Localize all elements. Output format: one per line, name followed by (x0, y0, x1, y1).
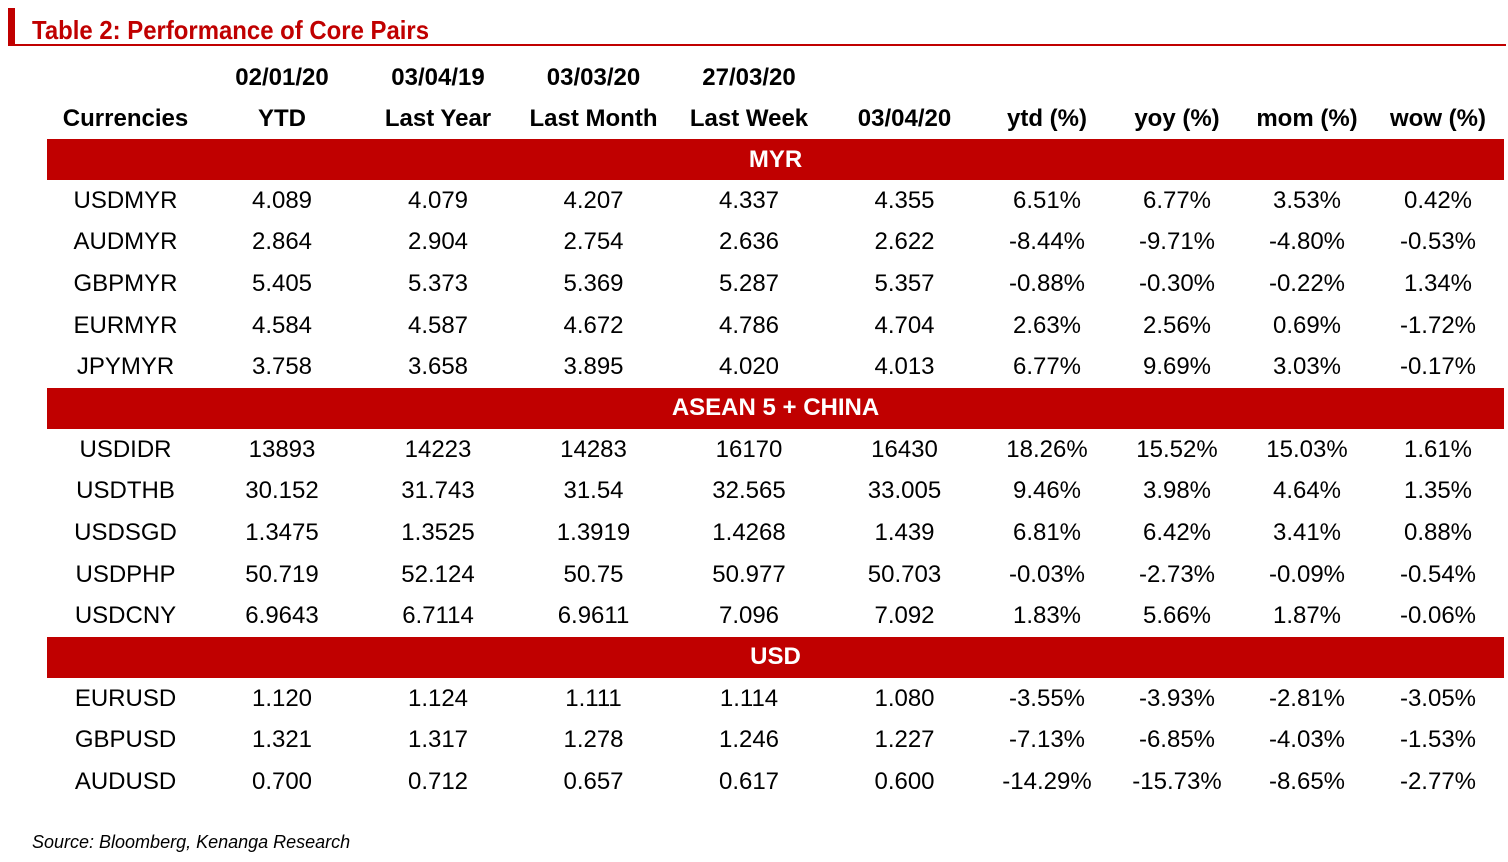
value-cell: -0.88% (1008, 269, 1086, 297)
value-cell: -7.13% (1008, 726, 1086, 754)
value-cell: 14223 (404, 435, 472, 463)
value-cell: -9.71% (1138, 228, 1216, 256)
value-cell: 50.75 (563, 560, 624, 588)
value-cell: 4.020 (718, 353, 780, 381)
table-row (47, 595, 1504, 637)
value-cell: 3.98% (1142, 477, 1212, 505)
value-cell: 14283 (560, 435, 627, 463)
value-cell: 6.7114 (402, 602, 474, 630)
value-cell: 4.207 (563, 186, 624, 214)
value-cell: -0.53% (1399, 228, 1477, 256)
header-cell: Last Week (689, 105, 809, 132)
section-label: ASEAN 5 + CHINA (47, 388, 1504, 429)
value-cell: 5.66% (1142, 602, 1212, 630)
currency-pair-cell: AUDMYR (73, 228, 178, 256)
value-cell: 4.079 (407, 186, 469, 214)
section-row (47, 637, 1504, 678)
table-title-bar (8, 8, 1506, 46)
value-cell: 4.584 (251, 311, 313, 339)
value-cell: 4.089 (251, 186, 313, 214)
section-label: USD (47, 637, 1504, 678)
value-cell: 4.013 (874, 353, 935, 381)
header-cell (47, 57, 204, 99)
value-cell: 1.317 (407, 726, 469, 754)
value-cell: 1.61% (1403, 435, 1473, 463)
value-cell: -3.93% (1138, 684, 1216, 712)
value-cell: 7.096 (718, 602, 780, 630)
value-cell: 0.42% (1403, 186, 1473, 214)
value-cell: -0.17% (1399, 353, 1477, 381)
value-cell: -6.85% (1138, 726, 1216, 754)
value-cell: 3.53% (1272, 186, 1342, 214)
value-cell: 1.278 (563, 726, 624, 754)
value-cell: 3.895 (563, 353, 624, 381)
table-row (47, 678, 1504, 720)
value-cell: -0.06% (1399, 602, 1477, 630)
table-row (47, 554, 1504, 596)
currency-pair-cell: GBPMYR (73, 269, 178, 297)
value-cell: 5.357 (874, 269, 935, 297)
value-cell: -2.81% (1268, 684, 1346, 712)
table-row (47, 761, 1504, 803)
value-cell: -0.03% (1008, 560, 1086, 588)
header-cell (982, 57, 1112, 99)
value-cell: 15.03% (1266, 435, 1348, 463)
value-cell: 1.4268 (712, 518, 786, 546)
header-cell: ytd (%) (1007, 105, 1087, 132)
value-cell: 1.111 (565, 684, 622, 712)
table-row (47, 429, 1504, 471)
value-cell: 1.124 (407, 684, 469, 712)
value-cell: 4.64% (1272, 477, 1342, 505)
value-cell: 13893 (248, 435, 316, 463)
value-cell: 50.703 (867, 560, 942, 588)
value-cell: 33.005 (867, 477, 942, 505)
currency-pair-cell: USDSGD (74, 518, 177, 546)
table-body (47, 139, 1504, 803)
value-cell: -2.73% (1138, 560, 1216, 588)
currency-pair-cell: JPYMYR (76, 353, 175, 381)
header-cell: Currencies (62, 105, 189, 132)
value-cell: 1.080 (874, 684, 935, 712)
value-cell: 0.712 (407, 767, 469, 795)
value-cell: -3.05% (1399, 684, 1477, 712)
value-cell: 1.34% (1403, 269, 1473, 297)
value-cell: 2.754 (563, 228, 624, 256)
value-cell: 50.719 (245, 560, 319, 588)
header-cell (1112, 57, 1242, 99)
value-cell: 31.743 (401, 477, 475, 505)
table-row (47, 263, 1504, 305)
section-row (47, 388, 1504, 429)
header-cell: 27/03/20 (702, 64, 796, 91)
value-cell: -0.54% (1399, 560, 1477, 588)
value-cell: 4.355 (874, 186, 935, 214)
value-cell: 18.26% (1006, 435, 1088, 463)
table-row (47, 305, 1504, 347)
currency-pair-cell: EURMYR (73, 311, 178, 339)
table-row (47, 512, 1504, 554)
value-cell: 2.864 (251, 228, 313, 256)
header-row-dates (47, 57, 1504, 99)
value-cell: -4.03% (1268, 726, 1346, 754)
value-cell: 1.114 (719, 684, 779, 712)
value-cell: -4.80% (1268, 228, 1346, 256)
header-cell (1372, 57, 1504, 99)
table-row (47, 720, 1504, 762)
header-cell: 03/04/19 (391, 64, 485, 91)
value-cell: 5.287 (718, 269, 780, 297)
value-cell: 2.904 (407, 228, 469, 256)
header-cell: 02/01/20 (235, 64, 329, 91)
header-cell: 03/03/20 (546, 64, 641, 91)
value-cell: 1.35% (1403, 477, 1473, 505)
table-title: Table 2: Performance of Core Pairs (32, 15, 430, 45)
header-cell: mom (%) (1256, 105, 1358, 132)
value-cell: 4.587 (407, 311, 469, 339)
table-row (47, 222, 1504, 264)
header-cell (1242, 57, 1372, 99)
table-row (47, 471, 1504, 513)
value-cell: 5.369 (563, 269, 624, 297)
header-cell: 03/04/20 (857, 105, 952, 132)
value-cell: -3.55% (1008, 684, 1086, 712)
value-cell: 1.246 (718, 726, 780, 754)
value-cell: 0.700 (251, 767, 313, 795)
currency-pair-cell: EURUSD (74, 684, 177, 712)
value-cell: 16430 (871, 435, 938, 463)
value-cell: 15.52% (1136, 435, 1218, 463)
value-cell: 4.337 (718, 186, 780, 214)
value-cell: 0.657 (563, 767, 624, 795)
value-cell: 6.77% (1012, 353, 1082, 381)
value-cell: 1.3525 (401, 518, 475, 546)
value-cell: 7.092 (874, 602, 935, 630)
value-cell: 6.81% (1012, 518, 1082, 546)
value-cell: 0.617 (718, 767, 780, 795)
header-cell: wow (%) (1390, 105, 1486, 132)
value-cell: 9.69% (1142, 353, 1212, 381)
value-cell: 2.636 (718, 228, 780, 256)
value-cell: 2.63% (1012, 311, 1082, 339)
value-cell: 5.373 (407, 269, 469, 297)
value-cell: 6.77% (1142, 186, 1212, 214)
table-header (47, 57, 1504, 139)
header-cell: YTD (258, 105, 306, 132)
value-cell: 3.03% (1272, 353, 1342, 381)
value-cell: -8.44% (1008, 228, 1086, 256)
header-cell: Last Month (529, 105, 658, 132)
currency-pair-cell: USDPHP (75, 560, 176, 588)
currency-pair-cell: USDIDR (79, 435, 172, 463)
value-cell: 4.704 (874, 311, 935, 339)
value-cell: -0.22% (1268, 269, 1346, 297)
value-cell: 6.9643 (245, 602, 319, 630)
value-cell: 1.3919 (556, 518, 631, 546)
value-cell: 1.3475 (245, 518, 319, 546)
value-cell: -0.30% (1138, 269, 1216, 297)
value-cell: 2.622 (874, 228, 935, 256)
header-cell (827, 57, 982, 99)
value-cell: 1.321 (251, 726, 313, 754)
value-cell: 9.46% (1012, 477, 1082, 505)
value-cell: 1.120 (251, 684, 313, 712)
value-cell: -0.09% (1268, 560, 1346, 588)
currency-pair-cell: USDMYR (73, 186, 178, 214)
source-note: Source: Bloomberg, Kenanga Research (32, 832, 351, 852)
table-row (47, 180, 1504, 222)
value-cell: 16170 (715, 435, 783, 463)
header-row-labels (47, 99, 1504, 139)
value-cell: 30.152 (245, 477, 319, 505)
section-label: MYR (47, 139, 1504, 180)
value-cell: 3.658 (407, 353, 469, 381)
header-cell: yoy (%) (1134, 105, 1220, 132)
value-cell: 3.41% (1272, 518, 1342, 546)
value-cell: -15.73% (1132, 767, 1222, 795)
value-cell: 1.83% (1012, 602, 1082, 630)
table-row (47, 346, 1504, 388)
value-cell: 50.977 (712, 560, 786, 588)
value-cell: 3.758 (251, 353, 313, 381)
section-row (47, 139, 1504, 180)
value-cell: 5.405 (251, 269, 313, 297)
value-cell: -2.77% (1399, 767, 1477, 795)
value-cell: -14.29% (1002, 767, 1092, 795)
currency-pair-cell: GBPUSD (74, 726, 177, 754)
value-cell: 1.439 (874, 518, 935, 546)
value-cell: 0.69% (1272, 311, 1342, 339)
value-cell: 4.786 (718, 311, 780, 339)
value-cell: 6.51% (1012, 186, 1082, 214)
value-cell: -8.65% (1268, 767, 1346, 795)
value-cell: 4.672 (563, 311, 624, 339)
value-cell: 0.600 (874, 767, 935, 795)
currency-pair-cell: AUDUSD (74, 767, 177, 795)
core-pairs-table (47, 57, 1504, 803)
value-cell: 52.124 (401, 560, 475, 588)
value-cell: 0.88% (1403, 518, 1473, 546)
currency-pair-cell: USDCNY (74, 602, 177, 630)
header-cell: Last Year (384, 105, 492, 132)
value-cell: 6.9611 (557, 602, 630, 630)
value-cell: 31.54 (563, 477, 624, 505)
value-cell: 6.42% (1142, 518, 1212, 546)
value-cell: -1.53% (1399, 726, 1477, 754)
value-cell: 2.56% (1142, 311, 1212, 339)
value-cell: 1.87% (1272, 602, 1342, 630)
currency-pair-cell: USDTHB (76, 477, 175, 505)
value-cell: 32.565 (712, 477, 786, 505)
value-cell: -1.72% (1399, 311, 1477, 339)
value-cell: 1.227 (874, 726, 935, 754)
